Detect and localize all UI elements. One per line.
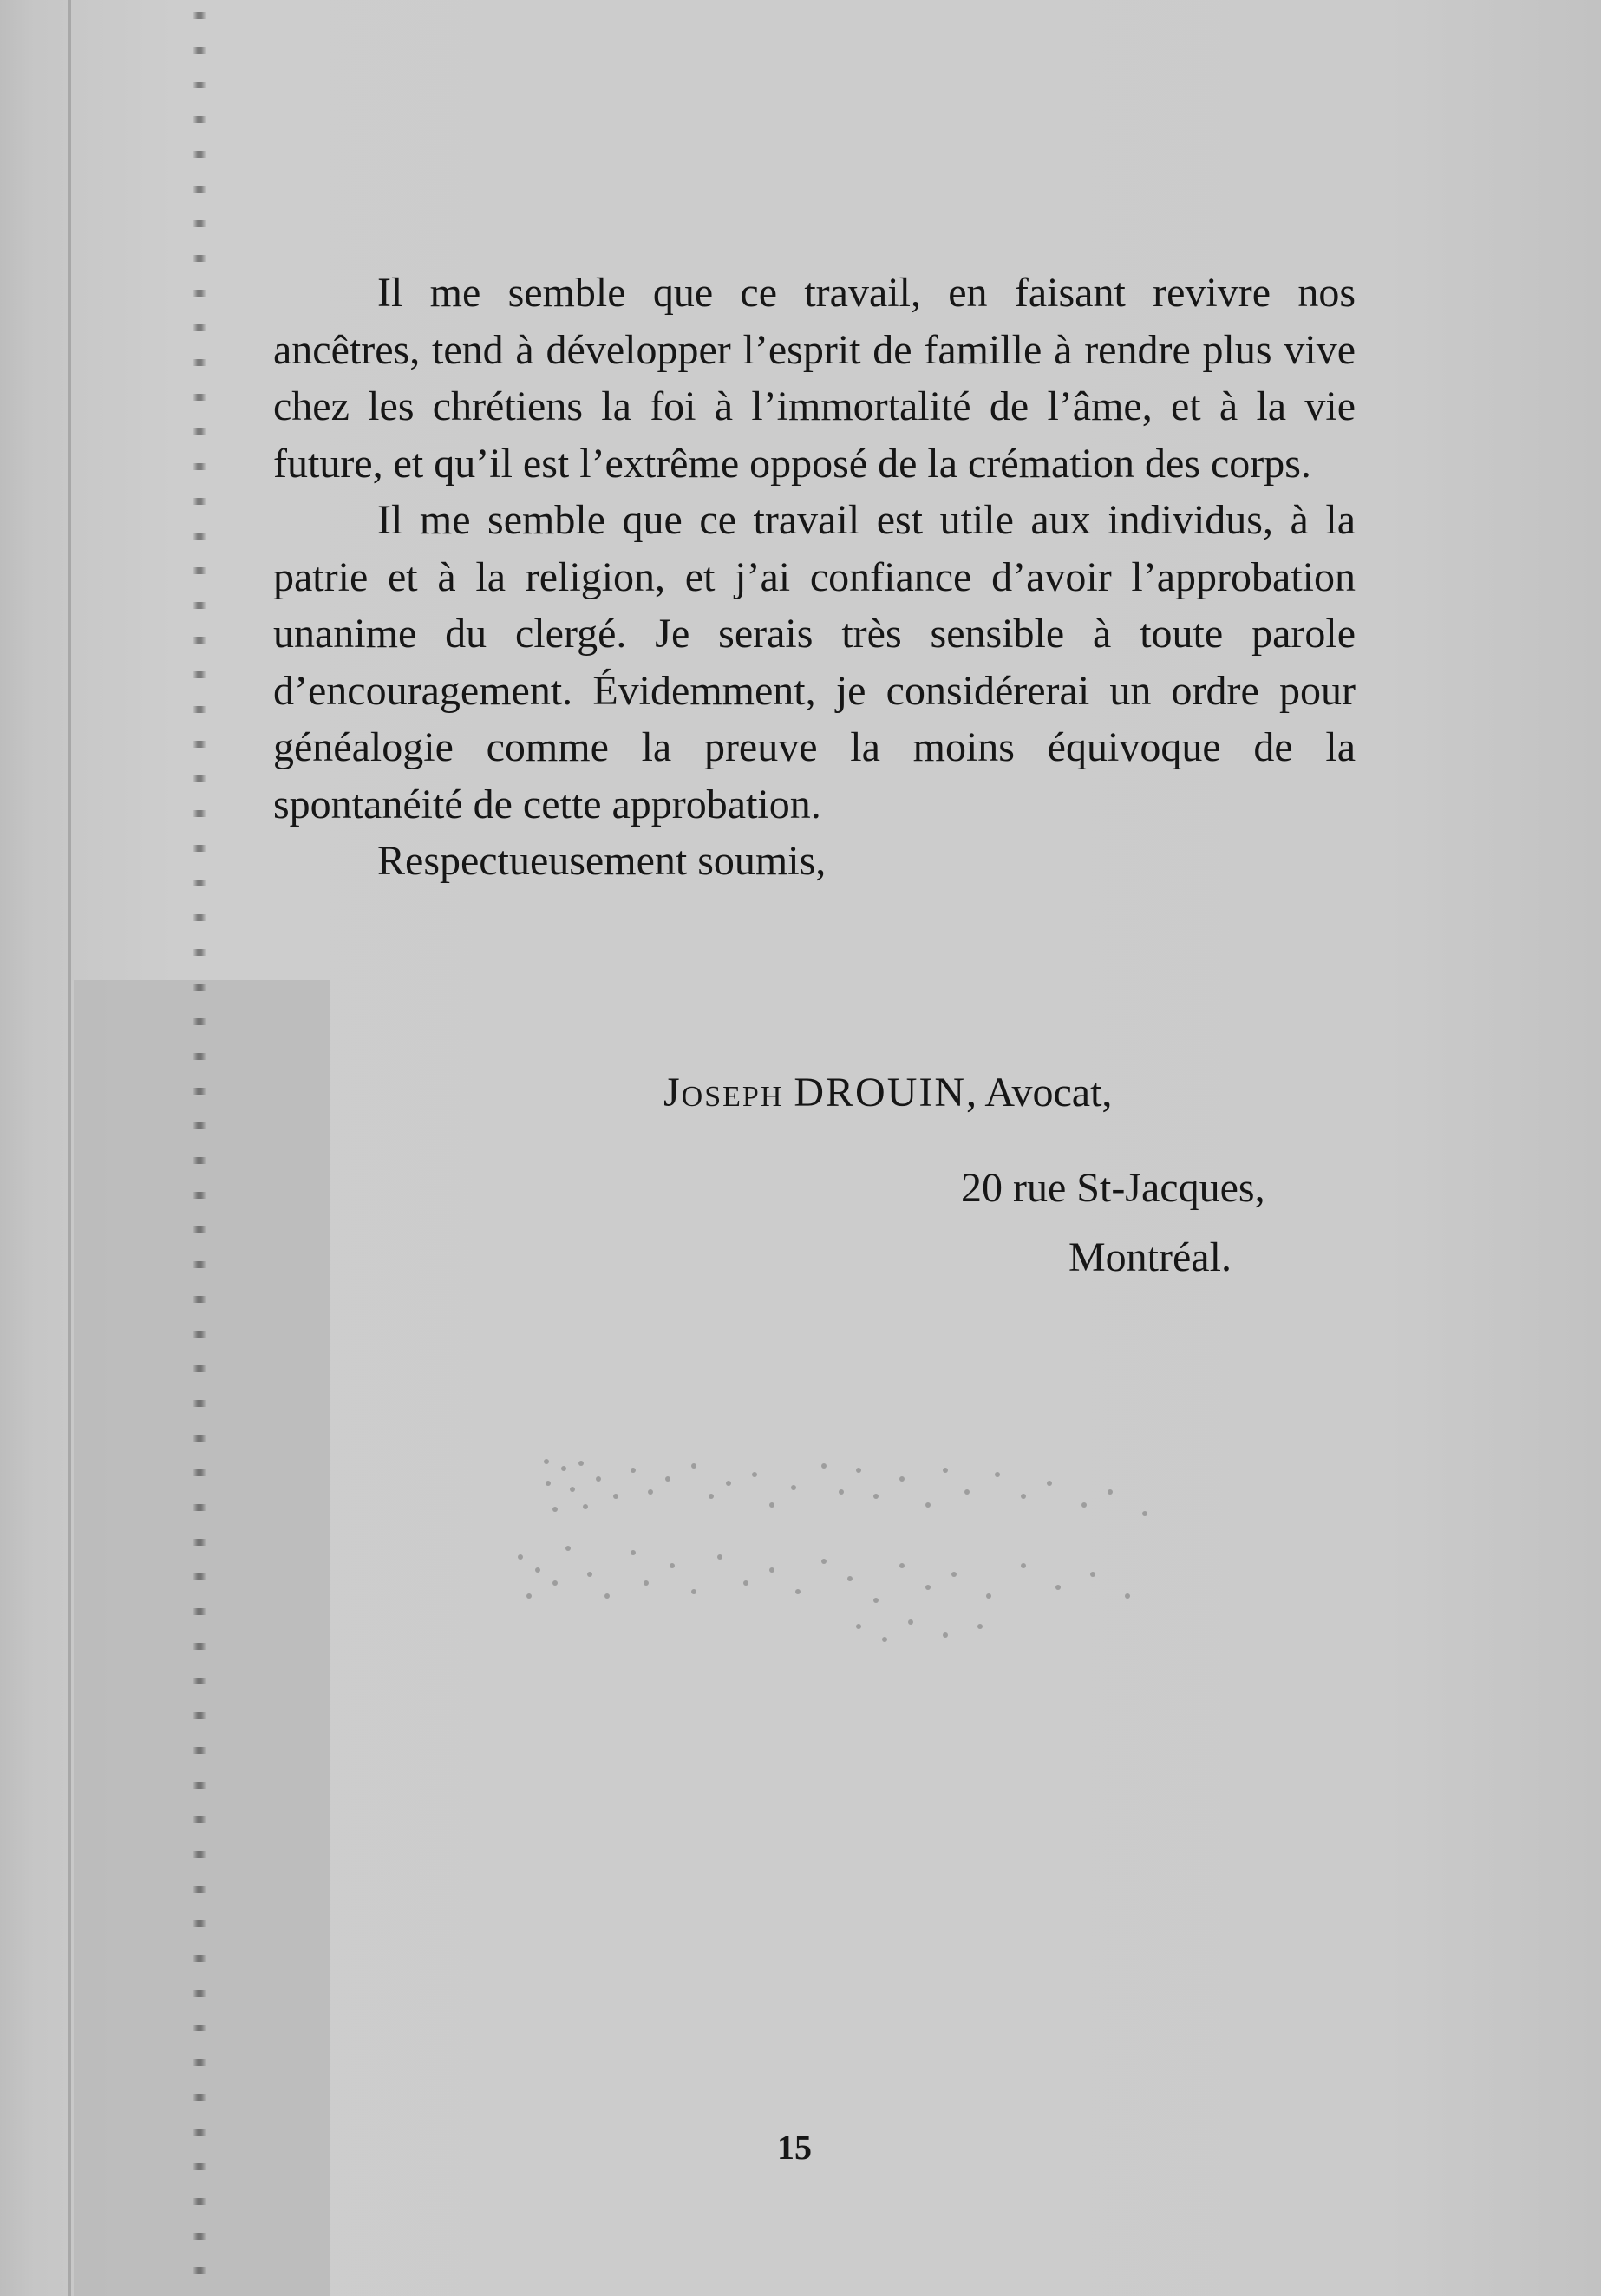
- address-city: Montréal.: [1068, 1234, 1232, 1280]
- spine-edge: [68, 0, 71, 2296]
- paragraph-1: Il me semble que ce travail, en faisant revivre nos ancêtres, tend à développer l’esprit de famille à rendre plus vive chez les chrétiens la foi à l’immortalité de l’âme, et à la vie future, et qu’il est l’extrême opposé de la crémation des corps.: [273, 270, 1356, 487]
- signature-surname: DROUIN: [794, 1070, 967, 1115]
- signature-first-name: Joseph: [663, 1070, 784, 1115]
- closing-line: Respectueusement soumis,: [377, 838, 827, 884]
- address-street: 20 rue St-Jacques,: [961, 1165, 1265, 1211]
- letter-body: [273, 265, 1356, 890]
- binding-stitches: [193, 0, 210, 2296]
- perforated-stamp: [494, 1444, 1206, 1704]
- paragraph-2: Il me semble que ce travail est utile aux individus, à la patrie et à la religion, et j’ai confiance d’avoir l’approbation unanime du clergé. Je serais très sensible à toute parole d’encouragement. Évidemment, je considérerai un ordre pour généalogie comme la preuve la moins équivoque de la spontanéité de cette approbation.: [273, 497, 1356, 827]
- page-number: 15: [777, 2128, 812, 2167]
- signature: [663, 1069, 1112, 1116]
- signature-title: , Avocat,: [966, 1070, 1113, 1115]
